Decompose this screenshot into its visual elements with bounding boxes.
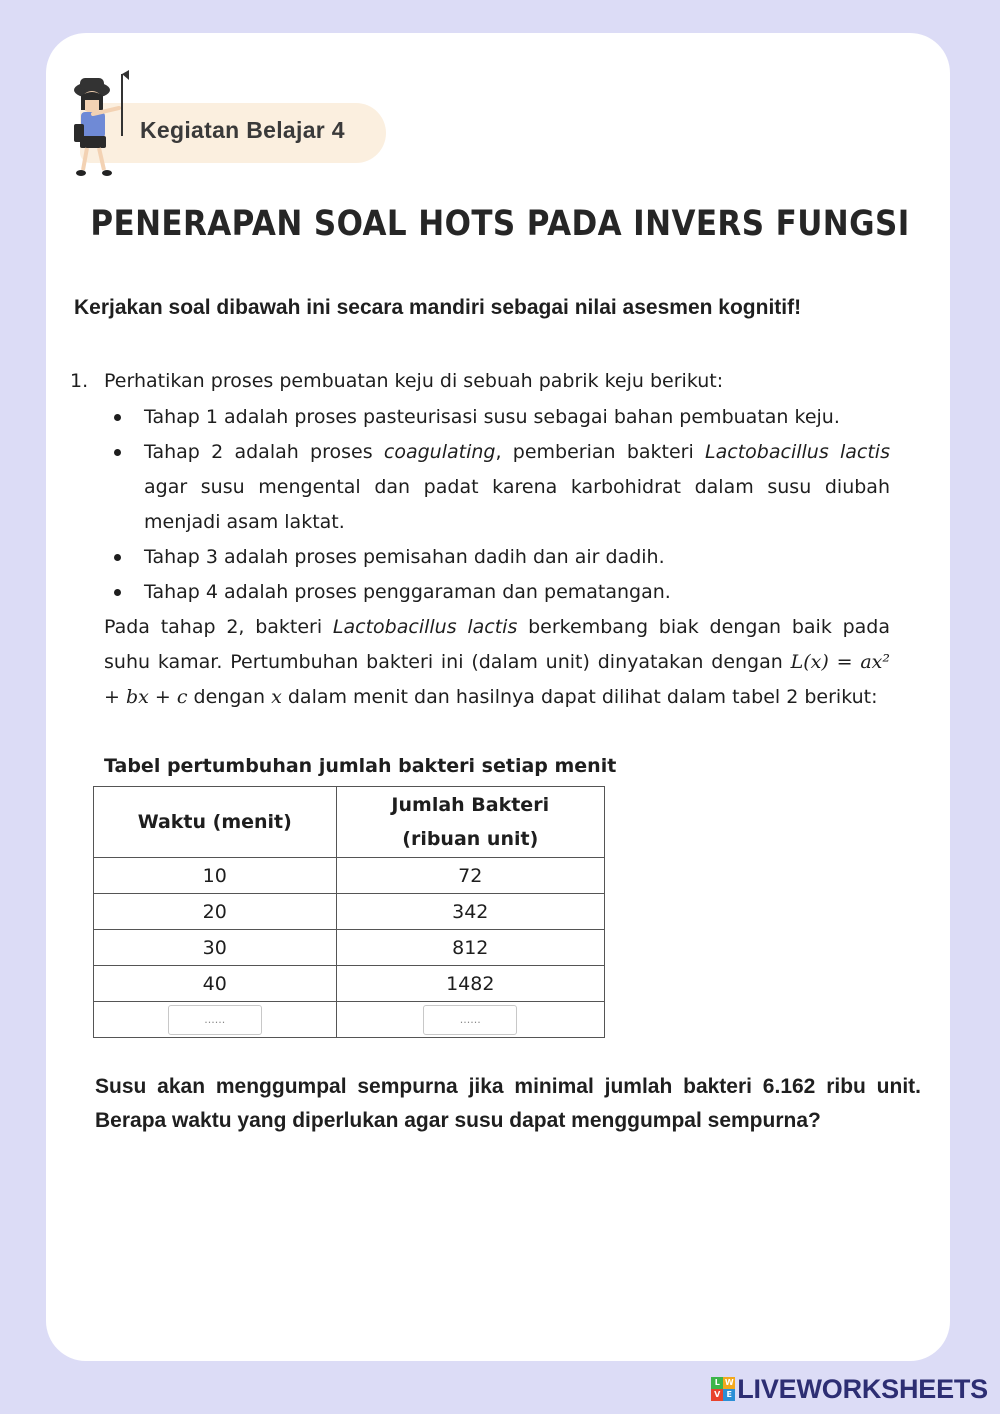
- time-cell: 10: [94, 858, 337, 894]
- step-2-term-coagulating: coagulating: [383, 441, 496, 463]
- step-1-text: Tahap 1 adalah proses pasteurisasi susu sebagai bahan pembuatan keju.: [144, 406, 840, 428]
- question-text: Susu akan menggumpal sempurna jika minimal jumlah bakteri 6.162 ribu unit. Berapa waktu yang diperlukan agar susu dapat menggumpal sempurna?: [95, 1075, 921, 1132]
- para-term-bacteria: Lactobacillus lactis: [332, 616, 518, 638]
- time-cell: 40: [94, 966, 337, 1002]
- table-row: [94, 966, 605, 1002]
- growth-paragraph: [104, 610, 890, 715]
- answer-time-input[interactable]: ......: [168, 1005, 262, 1035]
- lesson-badge-label: Kegiatan Belajar 4: [140, 117, 345, 143]
- student-mascot-icon: [66, 66, 132, 182]
- growth-formula: L(x) = ax² + bx + c: [104, 651, 890, 708]
- bacteria-growth-table: [93, 786, 605, 1038]
- logo-icon-letter: L: [711, 1377, 723, 1389]
- time-cell: 20: [94, 894, 337, 930]
- header-time: Waktu (menit): [94, 787, 337, 858]
- answer-count-cell: [336, 1002, 604, 1038]
- question-number: 1.: [70, 370, 89, 392]
- header-count: [336, 787, 604, 858]
- table-row: [94, 930, 605, 966]
- process-steps-list: [104, 400, 890, 610]
- para-text-c: dengan: [187, 686, 272, 708]
- step-2-term-bacteria: Lactobacillus lactis: [705, 441, 890, 463]
- para-variable-x: x: [271, 686, 282, 708]
- table-row: [94, 894, 605, 930]
- header-count-line-1: Jumlah Bakteri: [391, 794, 550, 816]
- liveworksheets-logo[interactable]: [711, 1374, 988, 1404]
- logo-icon-letter: V: [711, 1389, 723, 1401]
- step-2-text-a: Tahap 2 adalah proses: [144, 441, 384, 463]
- step-2-text-c: agar susu mengental dan padat karena karbohidrat dalam susu diubah menjadi asam laktat.: [144, 476, 890, 533]
- para-text-a: Pada tahap 2, bakteri: [104, 616, 333, 638]
- step-1: [104, 400, 890, 435]
- step-4: [104, 575, 890, 610]
- answer-time-cell: [94, 1002, 337, 1038]
- table-header-row: [94, 787, 605, 858]
- count-cell: 72: [336, 858, 604, 894]
- para-text-b: berkembang biak dengan baik pada suhu kamar. Pertumbuhan bakteri ini (dalam unit) dinyatakan dengan: [104, 616, 890, 673]
- instruction-text: Kerjakan soal dibawah ini secara mandiri sebagai nilai asesmen kognitif!: [74, 296, 802, 319]
- count-cell: 812: [336, 930, 604, 966]
- step-3: [104, 540, 890, 575]
- header-count-line-2: (ribuan unit): [402, 828, 539, 850]
- answer-row: [94, 1002, 605, 1038]
- step-4-text: Tahap 4 adalah proses penggaraman dan pematangan.: [144, 581, 671, 603]
- logo-icon-letter: W: [724, 1378, 734, 1387]
- para-text-d: dalam menit dan hasilnya dapat dilihat dalam tabel 2 berikut:: [281, 686, 878, 708]
- count-cell: 1482: [336, 966, 604, 1002]
- liveworksheets-logo-icon: [711, 1377, 735, 1401]
- table-row: [94, 858, 605, 894]
- step-3-text: Tahap 3 adalah proses pemisahan dadih dan air dadih.: [144, 546, 665, 568]
- logo-icon-letter: E: [723, 1389, 735, 1401]
- step-2: [104, 435, 890, 540]
- time-cell: 30: [94, 930, 337, 966]
- answer-count-input[interactable]: ......: [423, 1005, 517, 1035]
- liveworksheets-brand: LIVEWORKSHEETS: [737, 1373, 988, 1404]
- table-caption: Tabel pertumbuhan jumlah bakteri setiap menit: [104, 755, 617, 777]
- step-2-text-b: , pemberian bakteri: [495, 441, 706, 463]
- question-intro: Perhatikan proses pembuatan keju di sebuah pabrik keju berikut:: [104, 370, 724, 392]
- count-cell: 342: [336, 894, 604, 930]
- page-title: PENERAPAN SOAL HOTS PADA INVERS FUNGSI: [90, 203, 910, 245]
